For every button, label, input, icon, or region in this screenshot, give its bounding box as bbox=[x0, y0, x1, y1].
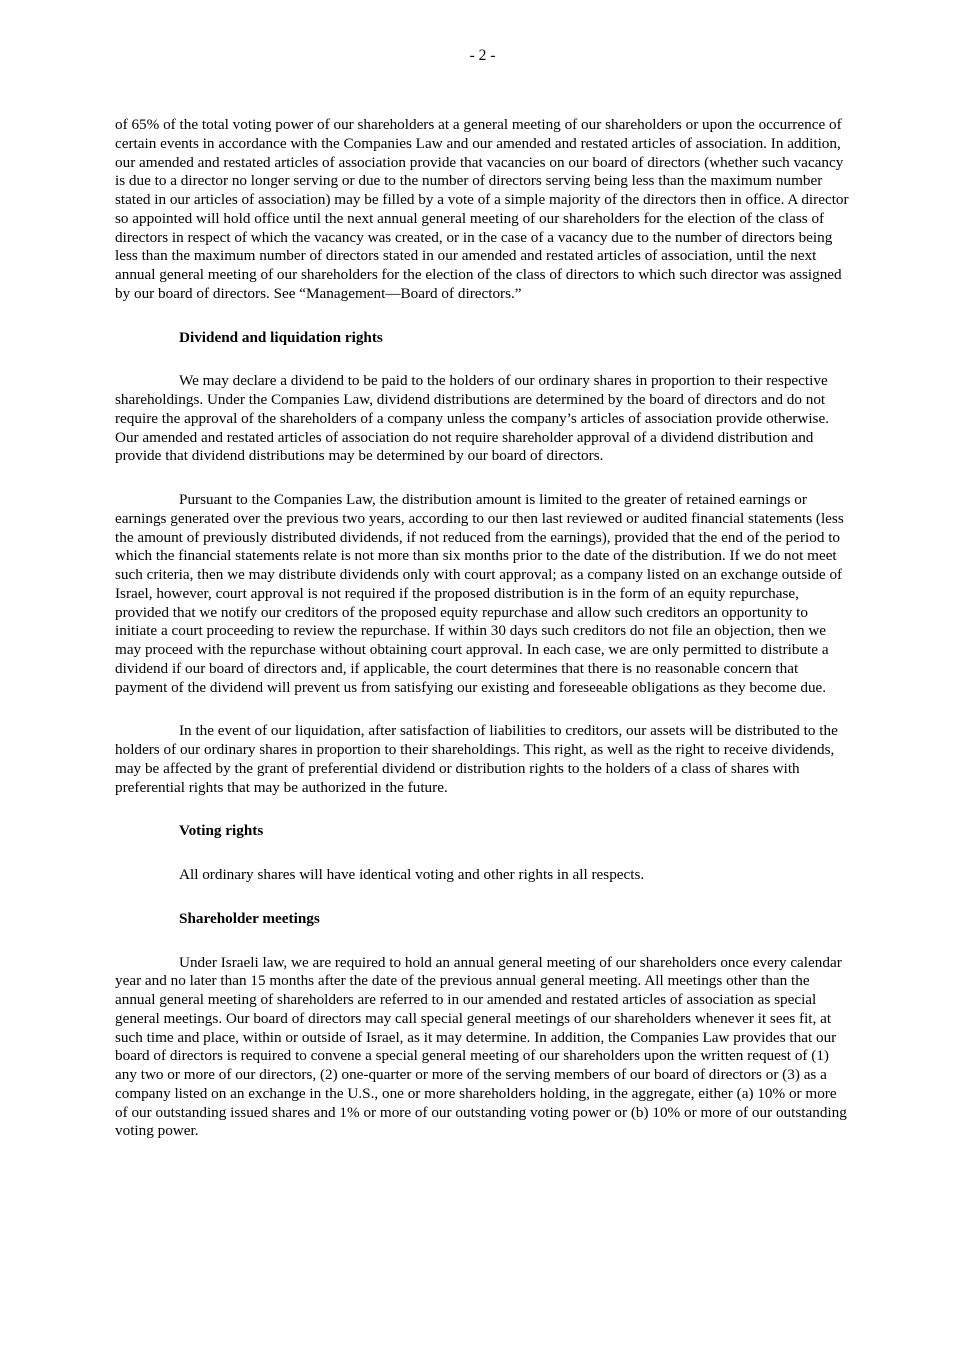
page-number: - 2 - bbox=[469, 47, 496, 64]
section-heading-meetings: Shareholder meetings bbox=[179, 909, 320, 927]
paragraph-dividend-2: Pursuant to the Companies Law, the distribution amount is limited to the greater of retained earnings or earnings generated over the previous two years, according to our then last reviewed or audited financial statements (less the amount of previously distributed dividends, if not reduced from the earnings), provided that the end of the period to which the financial statements relate is not more than six months prior to the date of the distribution. If we do not meet such criteria, then we may distribute dividends only with court approval; as a company listed on an exchange outside of Israel, however, court approval is not required if the proposed distribution is in the form of an equity repurchase, provided that we notify our creditors of the proposed equity repurchase and allow such creditors an opportunity to initiate a court proceeding to review the repurchase. If within 30 days such creditors do not file an objection, then we may proceed with the repurchase without obtaining court approval. In each case, we are only permitted to distribute a dividend if our board of directors and, if applicable, the court determines that there is no reasonable concern that payment of the dividend will prevent us from satisfying our existing and foreseeable obligations as they become due. bbox=[115, 491, 844, 696]
paragraph-voting-1: All ordinary shares will have identical voting and other rights in all respects. bbox=[179, 866, 645, 883]
paragraph-dividend-1: We may declare a dividend to be paid to the holders of our ordinary shares in proportion to their respective shareholdings. Under the Companies Law, dividend distributions are determined by the board of directors and do not require the approval of the shareholders of a company unless the company’s articles of association provide otherwise. Our amended and restated articles of association do not require shareholder approval of a dividend distribution and provide that dividend distributions may be determined by our board of directors. bbox=[115, 372, 830, 465]
paragraph-dividend-3: In the event of our liquidation, after satisfaction of liabilities to creditors, our assets will be distributed to the holders of our ordinary shares in proportion to their shareholdings. This right, as well as the right to receive dividends, may be affected by the grant of preferential dividend or distribution rights to the holders of a class of shares with preferential rights that may be authorized in the future. bbox=[115, 722, 838, 796]
section-heading-dividend: Dividend and liquidation rights bbox=[179, 328, 383, 346]
section-heading-voting: Voting rights bbox=[179, 822, 264, 840]
paragraph-continuation: of 65% of the total voting power of our shareholders at a general meeting of our shareholders or upon the occurrence of certain events in accordance with the Companies Law and our amended and restated articles of association. In addition, our amended and restated articles of association provide that vacancies on our board of directors (whether such vacancy is due to a director no longer serving or due to the number of directors serving being less than the maximum number stated in our articles of association) may be filled by a vote of a simple majority of the directors then in office. A director so appointed will hold office until the next annual general meeting of our shareholders for the election of the class of directors in respect of which the vacancy was created, or in the case of a vacancy due to the number of directors being less than the maximum number of directors stated in our amended and restated articles of association, until the next annual general meeting of our shareholders for the election of the class of directors to which such director was assigned by our board of directors. See “Management—Board of directors.” bbox=[115, 116, 849, 302]
paragraph-meetings-1: Under Israeli law, we are required to hold an annual general meeting of our shareholders once every calendar year and no later than 15 months after the date of the previous annual general meeting. All meetings other than the annual general meeting of shareholders are referred to in our amended and restated articles of association as special general meetings. Our board of directors may call special general meetings of our shareholders whenever it sees fit, at such time and place, within or outside of Israel, as it may determine. In addition, the Companies Law provides that our board of directors is required to convene a special general meeting of our shareholders upon the written request of (1) any two or more of our directors, (2) one-quarter or more of the serving members of our board of directors or (3) as a company listed on an exchange in the U.S., one or more shareholders holding, in the aggregate, either (a) 10% or more of our outstanding issued shares and 1% or more of our outstanding voting power or (b) 10% or more of our outstanding voting power. bbox=[115, 953, 847, 1140]
document-body bbox=[115, 116, 853, 1166]
